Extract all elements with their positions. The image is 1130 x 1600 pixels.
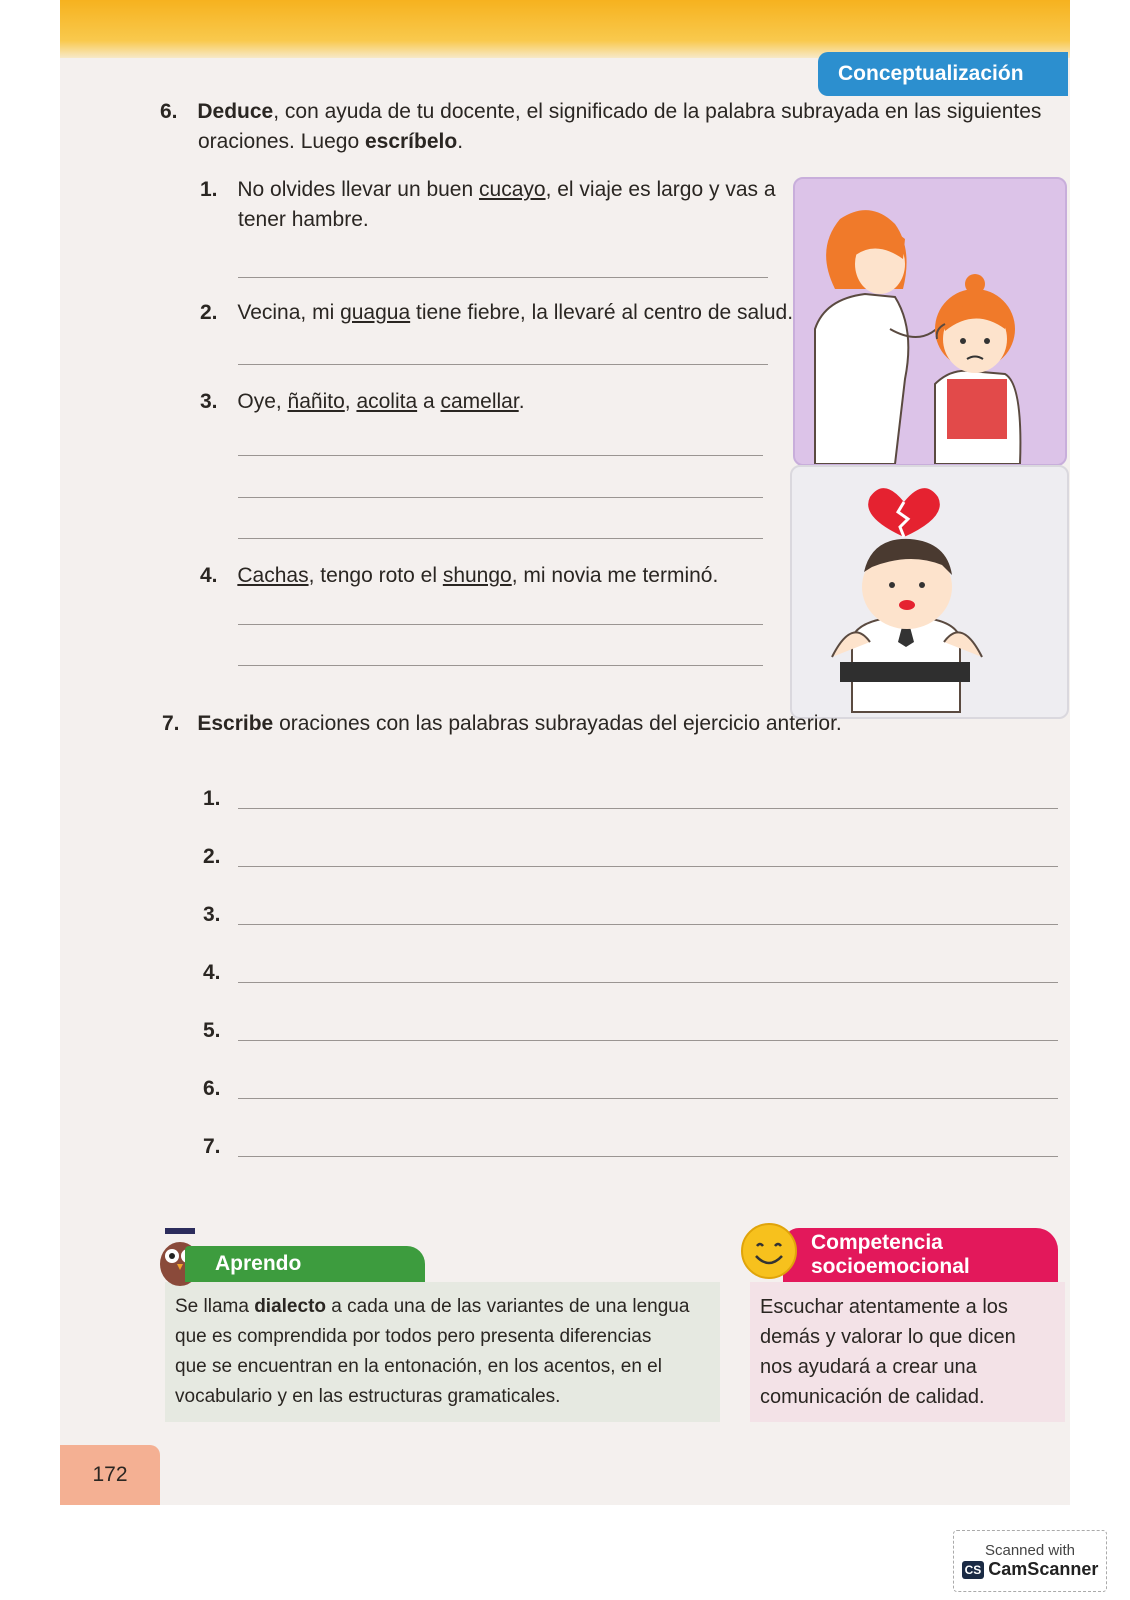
item-number: 1.	[200, 178, 218, 201]
heartbroken-drawing	[792, 467, 1067, 717]
aprendo-text: Se llama	[175, 1296, 255, 1317]
q6-item-1-line2: tener hambre.	[238, 208, 369, 231]
item-text: ,	[344, 390, 357, 413]
aprendo-text-line1	[175, 1292, 689, 1322]
aprendo-keyword: dialecto	[254, 1296, 327, 1317]
camscanner-icon: CS	[962, 1561, 985, 1579]
q7-item-label: 6.	[203, 1077, 221, 1100]
aprendo-text-line2: que es comprendida por todos pero presenta diferencias	[175, 1326, 652, 1347]
competencia-text-line3: nos ayudará a crear una	[760, 1356, 977, 1378]
q7-item-label: 4.	[203, 961, 221, 984]
illustration-heartbroken	[790, 465, 1069, 719]
underlined-word: ñañito	[287, 390, 345, 413]
illustration-sick-child	[793, 177, 1067, 466]
aprendo-title: Aprendo	[185, 1246, 425, 1282]
q6-item-4	[200, 564, 718, 588]
underlined-word: guagua	[340, 301, 411, 324]
answer-line	[238, 1040, 1058, 1041]
answer-line	[238, 364, 768, 365]
q6-text2: oraciones. Luego	[198, 130, 365, 153]
competencia-title-1: Competencia	[811, 1231, 943, 1254]
aprendo-text-line3: que se encuentran en la entonación, en los acentos, en el	[175, 1356, 662, 1377]
section-tab: Conceptualización	[818, 52, 1068, 96]
q6-verb2: escríbelo	[364, 130, 458, 153]
q6-item-3	[200, 390, 525, 414]
page-number: 172	[60, 1445, 160, 1505]
item-number: 4.	[200, 564, 218, 587]
item-number: 2.	[200, 301, 218, 324]
item-text: , tengo roto el	[308, 564, 443, 587]
item-text: , el viaje es largo y vas a	[545, 178, 776, 201]
camscanner-watermark	[953, 1530, 1107, 1592]
competencia-text-line2: demás y valorar lo que dicen	[760, 1326, 1016, 1348]
underlined-word: shungo	[442, 564, 512, 587]
item-text: Oye,	[237, 390, 288, 413]
answer-line	[238, 624, 763, 625]
competencia-text-line4: comunicación de calidad.	[760, 1386, 985, 1408]
q7-item-label: 5.	[203, 1019, 221, 1042]
underlined-word: acolita	[356, 390, 418, 413]
top-band	[60, 0, 1070, 58]
q7-item-label: 7.	[203, 1135, 221, 1158]
item-text: .	[518, 390, 525, 413]
item-text: , mi novia me terminó.	[511, 564, 719, 587]
item-number: 3.	[200, 390, 218, 413]
underlined-word: cucayo	[479, 178, 546, 201]
q6-period: .	[457, 130, 464, 153]
q7-title	[162, 707, 842, 741]
answer-line	[238, 1156, 1058, 1157]
mother-child-drawing	[795, 179, 1065, 464]
q6-title-line1	[160, 95, 1041, 129]
watermark-brand: CamScanner	[988, 1559, 1099, 1579]
competencia-title	[783, 1228, 1058, 1282]
aprendo-text-line4: vocabulario y en las estructuras gramaticales.	[175, 1386, 561, 1407]
answer-line	[238, 1098, 1058, 1099]
q7-text: oraciones con las palabras subrayadas del ejercicio anterior.	[273, 712, 842, 735]
q7-item-label: 3.	[203, 903, 221, 926]
q6-number: 6.	[160, 100, 178, 123]
aprendo-text: a cada una de las variantes de una lengua	[326, 1296, 690, 1317]
q6-text: , con ayuda de tu docente, el significado de la palabra subrayada en las siguientes	[273, 100, 1042, 123]
q7-verb: Escribe	[197, 712, 274, 735]
answer-line	[238, 982, 1058, 983]
watermark-line1: Scanned with	[984, 1542, 1076, 1559]
q7-item-label: 2.	[203, 845, 221, 868]
smiley-icon	[740, 1222, 798, 1280]
answer-line	[238, 665, 763, 666]
answer-line	[238, 277, 768, 278]
answer-line	[238, 924, 1058, 925]
q7-number: 7.	[162, 712, 180, 735]
answer-line	[238, 808, 1058, 809]
answer-line	[238, 538, 763, 539]
q6-verb: Deduce	[197, 100, 274, 123]
underlined-word: camellar	[440, 390, 519, 413]
item-text: Vecina, mi	[237, 301, 341, 324]
answer-line	[238, 455, 763, 456]
answer-line	[238, 497, 763, 498]
q6-title-line2	[198, 125, 463, 159]
q6-item-2	[200, 301, 793, 325]
item-text: tiene fiebre, la llevaré al centro de salud.	[410, 301, 794, 324]
item-text: No olvides llevar un buen	[237, 178, 480, 201]
watermark-brand-row	[962, 1559, 1099, 1580]
underlined-word: Cachas	[237, 564, 309, 587]
q6-item-1	[200, 178, 776, 202]
competencia-title-2: socioemocional	[811, 1255, 970, 1278]
competencia-text-line1: Escuchar atentamente a los	[760, 1296, 1008, 1318]
answer-line	[238, 866, 1058, 867]
item-text: a	[417, 390, 441, 413]
q7-item-label: 1.	[203, 787, 221, 810]
